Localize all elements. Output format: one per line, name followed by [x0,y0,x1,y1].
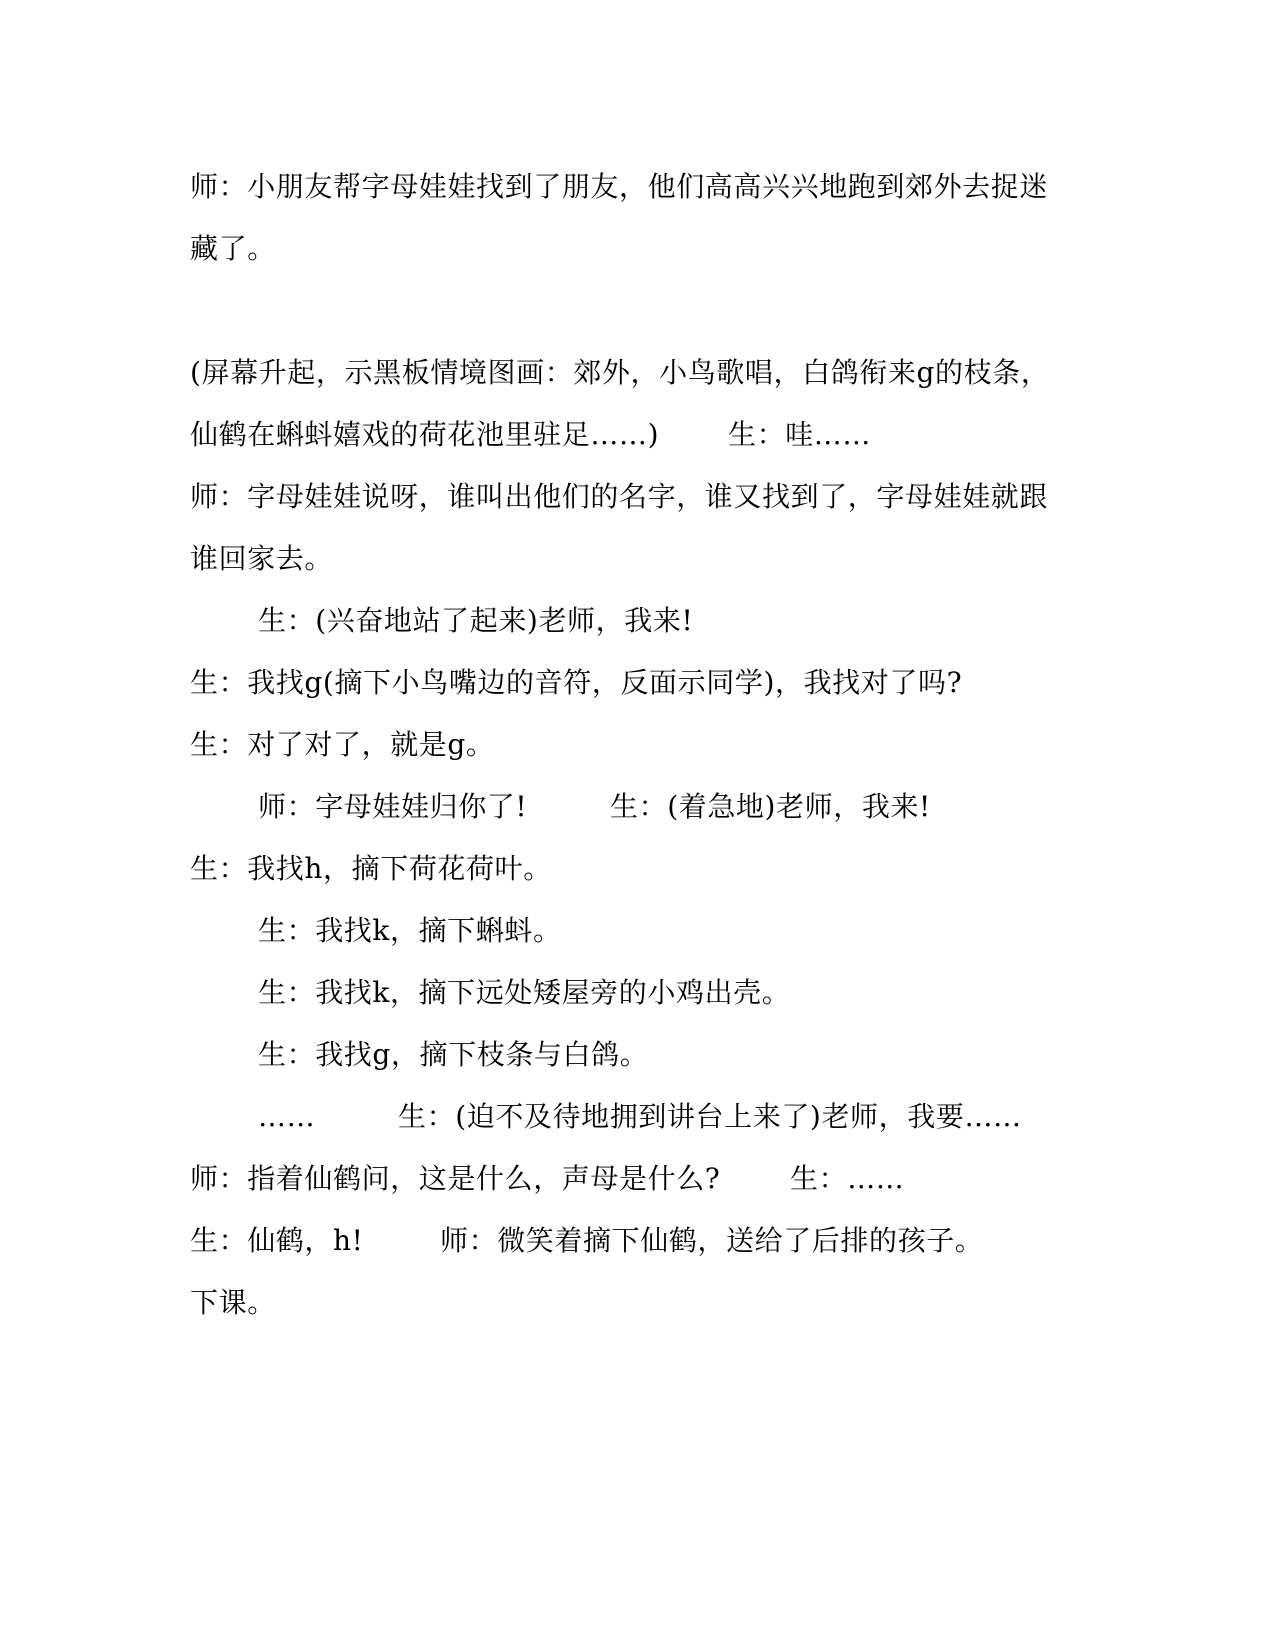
text-line-23: 下课。 [190,1286,276,1319]
text-line-1: 师：小朋友帮字母娃娃找到了朋友，他们高高兴兴地跑到郊外去捉迷 [190,170,1049,203]
text-line-2: 藏了。 [190,232,276,265]
text-line-15: 生：我找k，摘下远处矮屋旁的小鸡出壳。 [258,976,791,1009]
text-line-18: 生：(迫不及待地拥到讲台上来了)老师，我要…… [398,1100,1022,1133]
text-line-13: 生：我找h，摘下荷花荷叶。 [190,852,552,885]
text-line-6: 师：字母娃娃说呀，谁叫出他们的名字，谁又找到了，字母娃娃就跟 [190,480,1049,513]
text-line-14: 生：我找k，摘下蝌蚪。 [258,914,562,947]
text-line-22: 师：微笑着摘下仙鹤，送给了后排的孩子。 [440,1224,984,1257]
text-line-4: 仙鹤在蝌蚪嬉戏的荷花池里驻足……) [190,418,660,451]
text-line-16: 生：我找g，摘下枝条与白鸽。 [258,1038,649,1071]
text-line-19: 师：指着仙鹤问，这是什么，声母是什么? [190,1162,721,1195]
text-line-10: 生：对了对了，就是g。 [190,728,495,761]
text-line-5: 生：哇…… [728,418,872,451]
text-line-9: 生：我找g(摘下小鸟嘴边的音符，反面示同学)，我找对了吗? [190,666,963,699]
text-line-21: 生：仙鹤，h! [190,1224,364,1257]
text-line-7: 谁回家去。 [190,542,334,575]
text-line-8: 生：(兴奋地站了起来)老师，我来! [258,604,694,637]
text-line-11: 师：字母娃娃归你了! [258,790,528,823]
text-line-12: 生：(着急地)老师，我来! [610,790,931,823]
text-line-3: (屏幕升起，示黑板情境图画：郊外，小鸟歌唱，白鸽衔来g的枝条， [190,356,1050,389]
text-line-17: …… [258,1100,316,1133]
text-line-20: 生：…… [790,1162,905,1195]
